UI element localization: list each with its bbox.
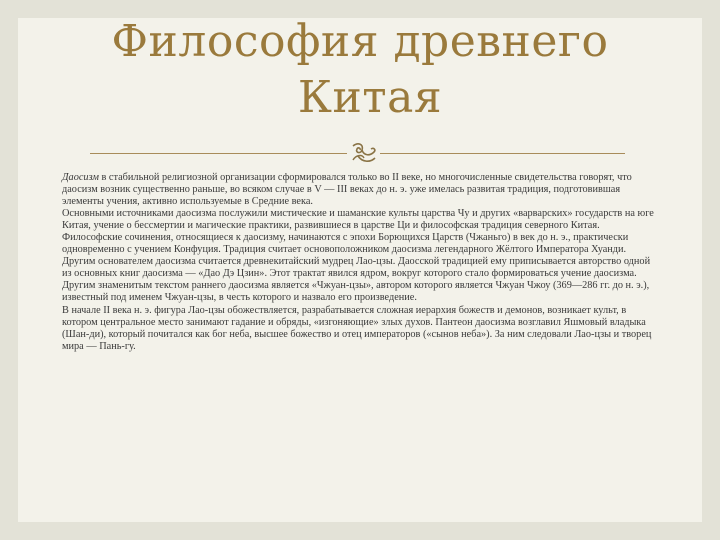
slide-title-line2: Китая [297,72,443,123]
paragraph [62,280,658,304]
title-divider-left [90,153,347,154]
paragraph-text: Философские сочинения, относящиеся к даосизму, начинаются с эпохи Борющихся Царств (Чжаньго) в век до н. э., практически одновременно с учением Конфуция. Традиция считает основоположником даосизма легендарного Жёлтого Императора Хуанди. [62,232,629,256]
paragraph [62,232,658,256]
paragraph-text: Другим знаменитым текстом раннего даосизма является «Чжуан-цзы», автором которого является Чжуан Чжоу (369—286 гг. до н. э.), известный под именем Чжуан-цзы, в честь которого и назвало его произведение. [62,280,650,304]
paragraph [62,208,658,232]
slide-title-line1: Философия древнего [111,16,609,67]
paragraph-text: Основными источниками даосизма послужили мистические и шаманские культы царства Чу и других «варварских» государств на юге Китая, учение о бессмертии и магические практики, развившиеся в царстве Ци и философская традиция северного Китая. [62,208,654,232]
slide-border [702,0,720,540]
paragraph [62,256,658,280]
slide-title [80,14,640,126]
slide-border [0,522,720,540]
paragraph-text: Другим основателем даосизма считается древнекитайский мудрец Лао-цзы. Даосской традицией ему приписывается авторство одной из основных книг даосизма — «Дао Дэ Цзин». Этот трактат явился ядром, вокруг которого стало формироваться учение даосизма. [62,256,651,280]
body-text [62,172,658,353]
paragraph [62,172,658,208]
title-divider-right [380,153,625,154]
paragraph [62,305,658,353]
scroll-ornament-icon [350,142,378,164]
paragraph-text: в стабильной религиозной организации сформировался только во II веке, но многочисленные свидетельства говорят, что даосизм возник существенно раньше, во всяком случае в V — III веках до н. э. уже имелась развитая традиция, подготовившая элементы учения, активно используемые в Средние века. [62,172,632,208]
paragraph-lead: Даосизм [62,172,99,183]
slide-border [0,0,18,540]
paragraph-text: В начале II века н. э. фигура Лао-цзы обожествляется, разрабатывается сложная иерархия божеств и демонов, возникает культ, в котором центральное место занимают гадание и обряды, «изгоняющие» злых духов. Пантеон даосизма возглавил Яшмовый владыка (Шан-ди), который почитался как бог неба, высшее божество и отец императоров («сынов неба»). За ним следовали Лао-цзы и творец мира — Пань-гу. [62,304,652,352]
